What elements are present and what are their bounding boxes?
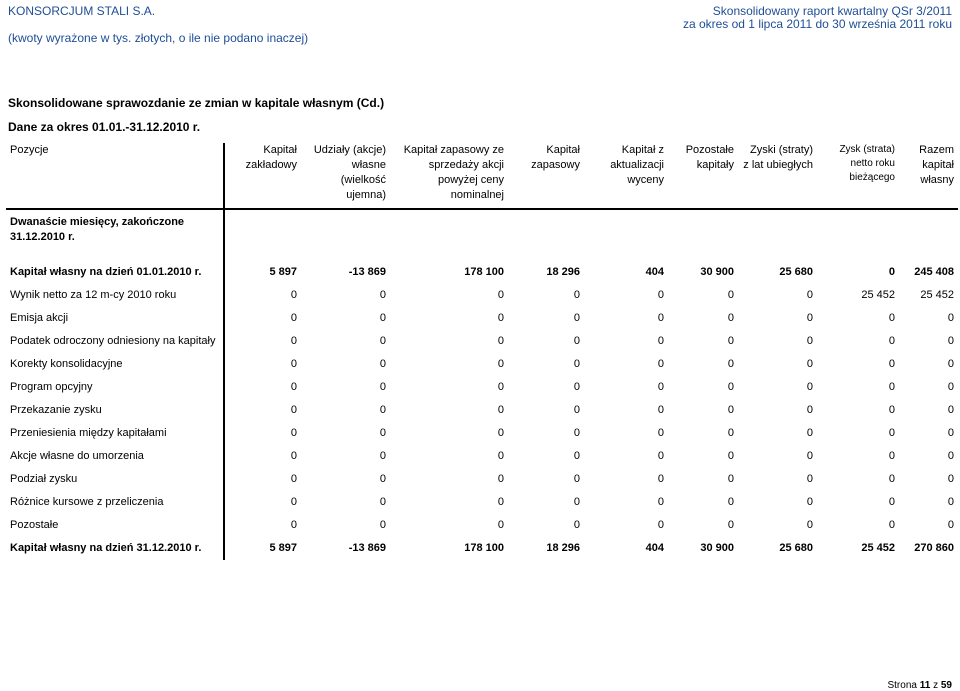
cell-value: 0 (806, 404, 813, 416)
cell-value: 0 (888, 473, 895, 485)
row-label: Wynik netto za 12 m-cy 2010 roku (6, 284, 224, 307)
cell-value: 0 (888, 358, 895, 370)
cell-value: 0 (290, 335, 297, 347)
cell-value: 0 (379, 519, 386, 531)
cell-value: 0 (806, 496, 813, 508)
col-header: Razem kapitał własny (899, 143, 958, 209)
cell-value: 0 (657, 496, 664, 508)
cell-value: 0 (573, 450, 580, 462)
cell-value: 0 (497, 519, 504, 531)
col-header: Kapitał zapasowy (508, 143, 584, 209)
cell-value: 0 (379, 404, 386, 416)
cell-value: 0 (290, 312, 297, 324)
table-row (6, 261, 958, 284)
cell-value: 0 (806, 358, 813, 370)
page-sep: z (933, 680, 939, 691)
cell-value: 270 860 (914, 542, 954, 554)
cell-value: 0 (947, 404, 954, 416)
cell-value: 0 (573, 496, 580, 508)
col-header: Kapitał zapasowy ze sprzedaży akcji powyżej ceny nominalnej (390, 143, 508, 209)
cell-value: 0 (290, 404, 297, 416)
cell-value: 0 (947, 473, 954, 485)
cell-value: 30 900 (700, 266, 734, 278)
section-subtitle: Dane za okres 01.01.-31.12.2010 r. (8, 120, 201, 134)
row-label: Podział zysku (6, 468, 224, 491)
row-label: Program opcyjny (6, 376, 224, 399)
cell-value: 0 (379, 496, 386, 508)
cell-value: 0 (497, 427, 504, 439)
cell-value: 0 (497, 335, 504, 347)
row-label: Przekazanie zysku (6, 399, 224, 422)
cell-value: 0 (806, 473, 813, 485)
cell-value: 5 897 (269, 266, 297, 278)
col-header: Kapitał z aktualizacji wyceny (584, 143, 668, 209)
cell-value: 0 (657, 381, 664, 393)
cell-value: 0 (290, 450, 297, 462)
cell-value: 0 (497, 358, 504, 370)
cell-value: 0 (947, 519, 954, 531)
report-title: Skonsolidowany raport kwartalny QSr 3/2011 (712, 4, 952, 18)
cell-value: 0 (727, 404, 734, 416)
cell-value: -13 869 (348, 542, 386, 554)
cell-value: 0 (497, 381, 504, 393)
period-row (6, 209, 958, 261)
cell-value: 0 (497, 496, 504, 508)
table-row (6, 445, 958, 468)
row-label: Różnice kursowe z przeliczenia (6, 491, 224, 514)
row-label: Kapitał własny na dzień 31.12.2010 r. (6, 537, 224, 560)
cell-value: 0 (727, 496, 734, 508)
cell-value: 0 (806, 450, 813, 462)
cell-value: 0 (573, 312, 580, 324)
cell-value: 0 (727, 289, 734, 301)
cell-value: 0 (657, 404, 664, 416)
section-title: Skonsolidowane sprawozdanie ze zmian w kapitale własnym (Cd.) (8, 96, 385, 110)
table-row (6, 284, 958, 307)
row-label: Podatek odroczony odniesiony na kapitały (6, 330, 224, 353)
cell-value: 0 (290, 358, 297, 370)
table-row (6, 537, 958, 560)
cell-value: 0 (497, 450, 504, 462)
page-prefix: Strona (887, 680, 917, 691)
page-number: 11 (919, 680, 931, 691)
table-row (6, 514, 958, 537)
cell-value: 0 (947, 450, 954, 462)
cell-value: 0 (888, 427, 895, 439)
units-note: (kwoty wyrażone w tys. złotych, o ile nie podano inaczej) (8, 31, 309, 45)
cell-value: 0 (727, 381, 734, 393)
cell-value: 0 (379, 427, 386, 439)
row-label: Przeniesienia między kapitałami (6, 422, 224, 445)
cell-value: 0 (727, 450, 734, 462)
cell-value: 0 (657, 358, 664, 370)
row-label: Akcje własne do umorzenia (6, 445, 224, 468)
cell-value: 0 (573, 289, 580, 301)
cell-value: 0 (290, 473, 297, 485)
row-label: Korekty konsolidacyjne (6, 353, 224, 376)
cell-value: 18 296 (546, 266, 580, 278)
cell-value: 0 (379, 312, 386, 324)
cell-value: 0 (888, 404, 895, 416)
cell-value: 0 (379, 358, 386, 370)
cell-value: 25 452 (861, 542, 895, 554)
cell-value: 0 (379, 450, 386, 462)
cell-value: 25 452 (861, 289, 895, 301)
cell-value: 0 (573, 404, 580, 416)
table-row (6, 468, 958, 491)
cell-value: 0 (806, 519, 813, 531)
cell-value: 0 (657, 450, 664, 462)
cell-value: 0 (379, 289, 386, 301)
cell-value: 0 (657, 335, 664, 347)
cell-value: 0 (888, 266, 895, 278)
col-header: Pozostałe kapitały (668, 143, 738, 209)
cell-value: 0 (573, 335, 580, 347)
cell-value: 0 (888, 519, 895, 531)
cell-value: 0 (727, 335, 734, 347)
cell-value: -13 869 (348, 266, 386, 278)
cell-value: 0 (657, 312, 664, 324)
cell-value: 404 (645, 266, 664, 278)
cell-value: 0 (290, 519, 297, 531)
cell-value: 0 (806, 312, 813, 324)
cell-value: 0 (573, 381, 580, 393)
cell-value: 0 (657, 427, 664, 439)
cell-value: 0 (727, 358, 734, 370)
cell-value: 0 (727, 427, 734, 439)
col-header: Zysk (strata) netto roku bieżącego (817, 143, 899, 209)
report-period: za okres od 1 lipca 2011 do 30 września 2011 roku (682, 17, 952, 31)
cell-value: 0 (888, 381, 895, 393)
cell-value: 25 452 (920, 289, 954, 301)
cell-value: 0 (727, 519, 734, 531)
cell-value: 5 897 (269, 542, 297, 554)
cell-value: 0 (379, 381, 386, 393)
period-label: Dwanaście miesięcy, zakończone 31.12.2010 r. (6, 209, 224, 261)
row-label: Emisja akcji (6, 307, 224, 330)
cell-value: 25 680 (779, 266, 813, 278)
col-header: Pozycje (6, 143, 224, 209)
cell-value: 0 (947, 496, 954, 508)
cell-value: 0 (497, 473, 504, 485)
cell-value: 0 (573, 519, 580, 531)
cell-value: 0 (806, 335, 813, 347)
table-row (6, 330, 958, 353)
cell-value: 0 (947, 381, 954, 393)
table-header-row (6, 143, 958, 209)
cell-value: 0 (497, 312, 504, 324)
cell-value: 0 (888, 496, 895, 508)
cell-value: 245 408 (914, 266, 954, 278)
cell-value: 0 (290, 289, 297, 301)
cell-value: 0 (657, 289, 664, 301)
table-row (6, 307, 958, 330)
cell-value: 0 (947, 358, 954, 370)
cell-value: 0 (947, 335, 954, 347)
cell-value: 0 (290, 381, 297, 393)
cell-value: 0 (806, 381, 813, 393)
cell-value: 178 100 (464, 542, 504, 554)
cell-value: 178 100 (464, 266, 504, 278)
page-total: 59 (940, 680, 952, 691)
cell-value: 0 (379, 335, 386, 347)
col-header: Kapitał zakładowy (224, 143, 301, 209)
cell-value: 0 (497, 404, 504, 416)
table-row (6, 376, 958, 399)
table-row (6, 491, 958, 514)
table-row (6, 353, 958, 376)
cell-value: 0 (947, 312, 954, 324)
row-label: Kapitał własny na dzień 01.01.2010 r. (6, 261, 224, 284)
cell-value: 0 (727, 312, 734, 324)
cell-value: 404 (645, 542, 664, 554)
table-row (6, 422, 958, 445)
equity-changes-table (6, 143, 958, 560)
cell-value: 30 900 (700, 542, 734, 554)
cell-value: 0 (727, 473, 734, 485)
cell-value: 0 (573, 427, 580, 439)
cell-value: 0 (573, 358, 580, 370)
cell-value: 0 (806, 289, 813, 301)
cell-value: 0 (888, 312, 895, 324)
cell-value: 0 (573, 473, 580, 485)
cell-value: 0 (657, 473, 664, 485)
table-row (6, 399, 958, 422)
col-header: Udziały (akcje) własne (wielkość ujemna) (301, 143, 390, 209)
cell-value: 0 (290, 427, 297, 439)
cell-value: 18 296 (546, 542, 580, 554)
company-name: KONSORCJUM STALI S.A. (8, 4, 156, 18)
row-label: Pozostałe (6, 514, 224, 537)
page-footer (887, 680, 952, 691)
cell-value: 0 (657, 519, 664, 531)
cell-value: 25 680 (779, 542, 813, 554)
cell-value: 0 (379, 473, 386, 485)
cell-value: 0 (888, 450, 895, 462)
cell-value: 0 (947, 427, 954, 439)
cell-value: 0 (290, 496, 297, 508)
cell-value: 0 (497, 289, 504, 301)
cell-value: 0 (888, 335, 895, 347)
col-header: Zyski (straty) z lat ubiegłych (738, 143, 817, 209)
cell-value: 0 (806, 427, 813, 439)
